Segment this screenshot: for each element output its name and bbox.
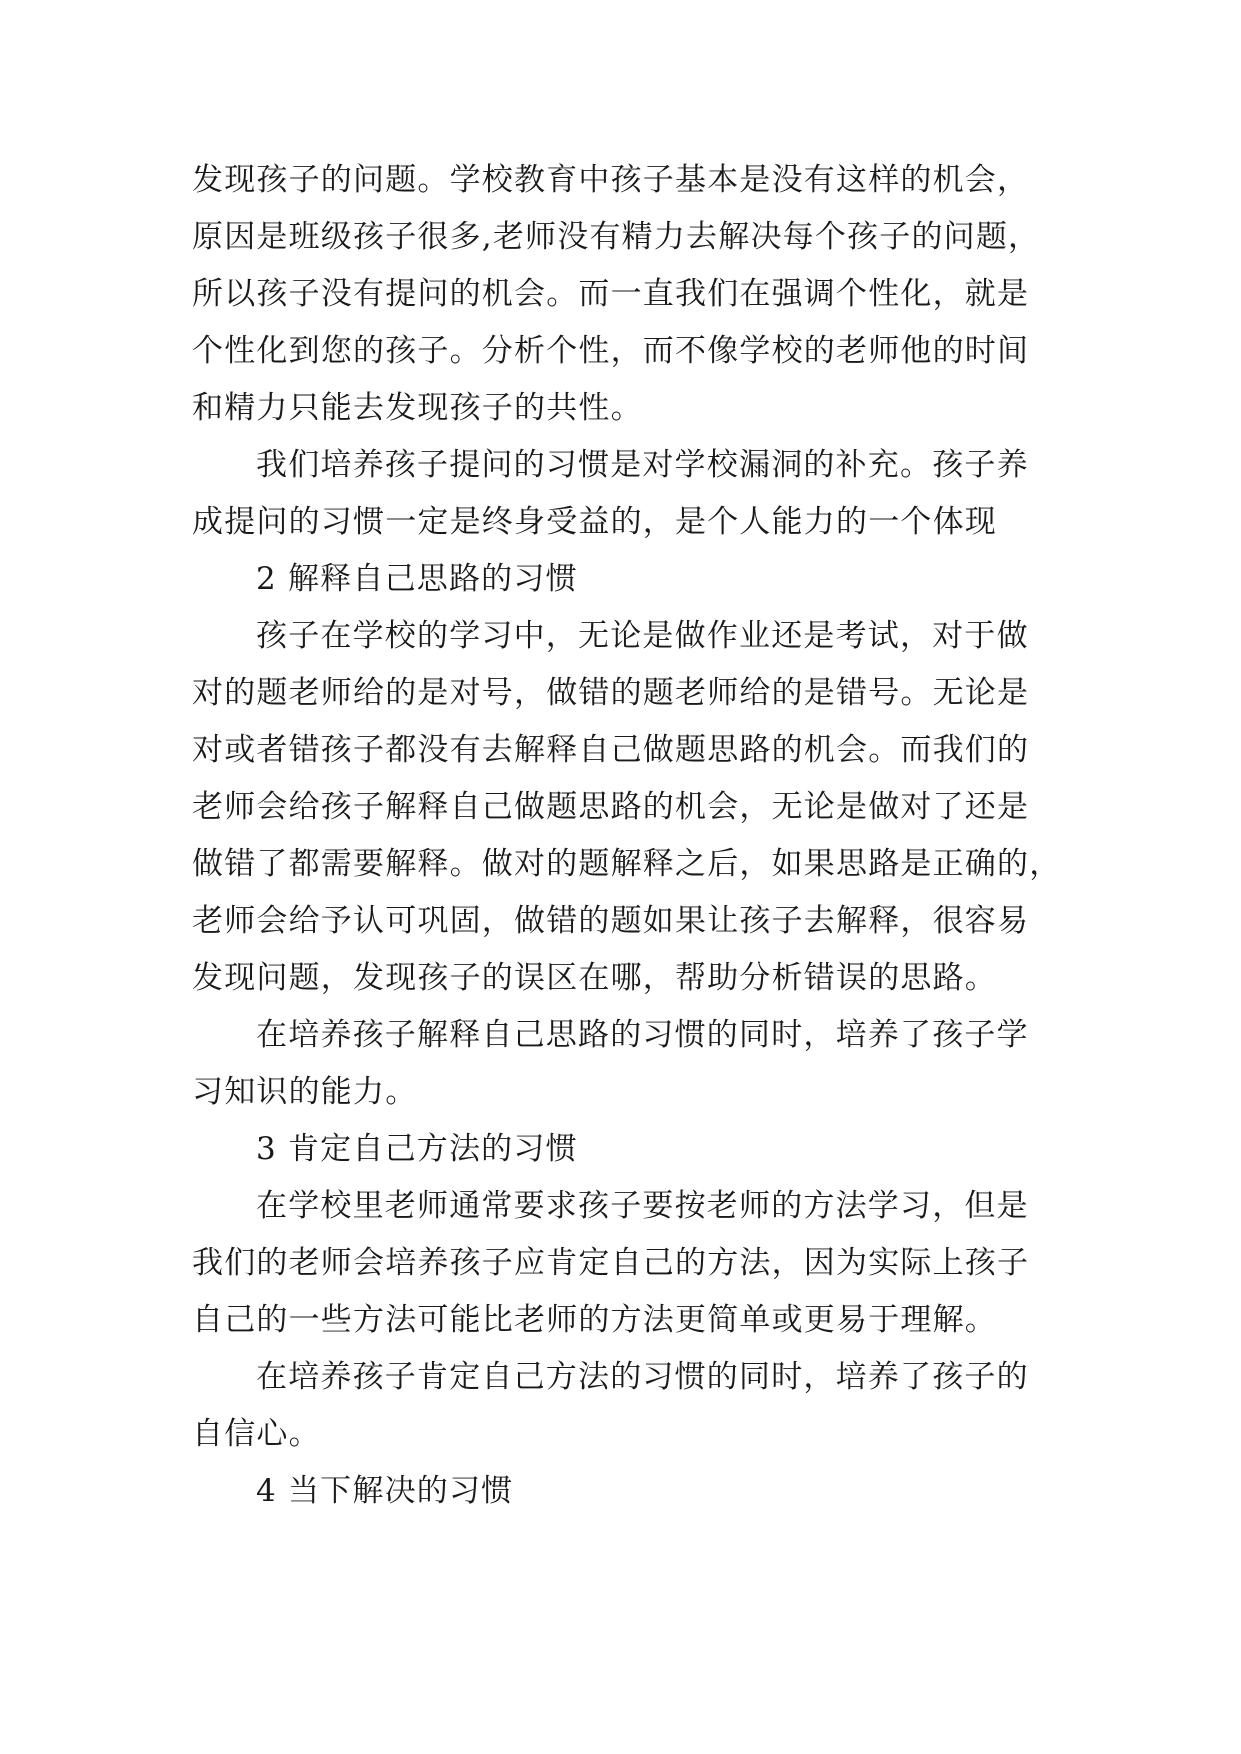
text-line: 老师会给予认可巩固，做错的题如果让孩子去解释，很容易: [192, 903, 1030, 939]
text-line: 做错了都需要解释。做对的题解释之后，如果思路是正确的，: [192, 846, 1062, 882]
text-line: 我们培养孩子提问的习惯是对学校漏洞的补充。孩子养: [256, 447, 1029, 483]
text-line: 自己的一些方法可能比老师的方法更简单或更易于理解。: [192, 1302, 997, 1338]
text-line: 发现问题，发现孩子的误区在哪，帮助分析错误的思路。: [192, 960, 997, 996]
text-line: 发现孩子的问题。学校教育中孩子基本是没有这样的机会，: [192, 162, 1030, 198]
section-heading: 3 肯定自己方法的习惯: [256, 1131, 578, 1167]
text-line: 老师会给孩子解释自己做题思路的机会，无论是做对了还是: [192, 789, 1030, 825]
text-line: 习知识的能力。: [192, 1074, 418, 1110]
text-line: 成提问的习惯一定是终身受益的，是个人能力的一个体现: [192, 504, 997, 540]
text-line: 在学校里老师通常要求孩子要按老师的方法学习，但是: [256, 1188, 1029, 1224]
text-line: 孩子在学校的学习中，无论是做作业还是考试，对于做: [256, 618, 1029, 654]
text-line: 和精力只能去发现孩子的共性。: [192, 390, 643, 426]
text-line: 个性化到您的孩子。分析个性，而不像学校的老师他的时间: [192, 333, 1030, 369]
text-line: 原因是班级孩子很多,老师没有精力去解决每个孩子的问题，: [192, 219, 1041, 255]
text-line: 对的题老师给的是对号，做错的题老师给的是错号。无论是: [192, 675, 1030, 711]
section-heading: 4 当下解决的习惯: [256, 1473, 514, 1509]
text-line: 对或者错孩子都没有去解释自己做题思路的机会。而我们的: [192, 732, 1030, 768]
text-line: 在培养孩子解释自己思路的习惯的同时，培养了孩子学: [256, 1017, 1029, 1053]
text-line: 我们的老师会培养孩子应肯定自己的方法，因为实际上孩子: [192, 1245, 1030, 1281]
text-line: 自信心。: [192, 1416, 321, 1452]
text-line: 所以孩子没有提问的机会。而一直我们在强调个性化，就是: [192, 276, 1030, 312]
text-line: 在培养孩子肯定自己方法的习惯的同时，培养了孩子的: [256, 1359, 1029, 1395]
section-heading: 2 解释自己思路的习惯: [256, 561, 578, 597]
